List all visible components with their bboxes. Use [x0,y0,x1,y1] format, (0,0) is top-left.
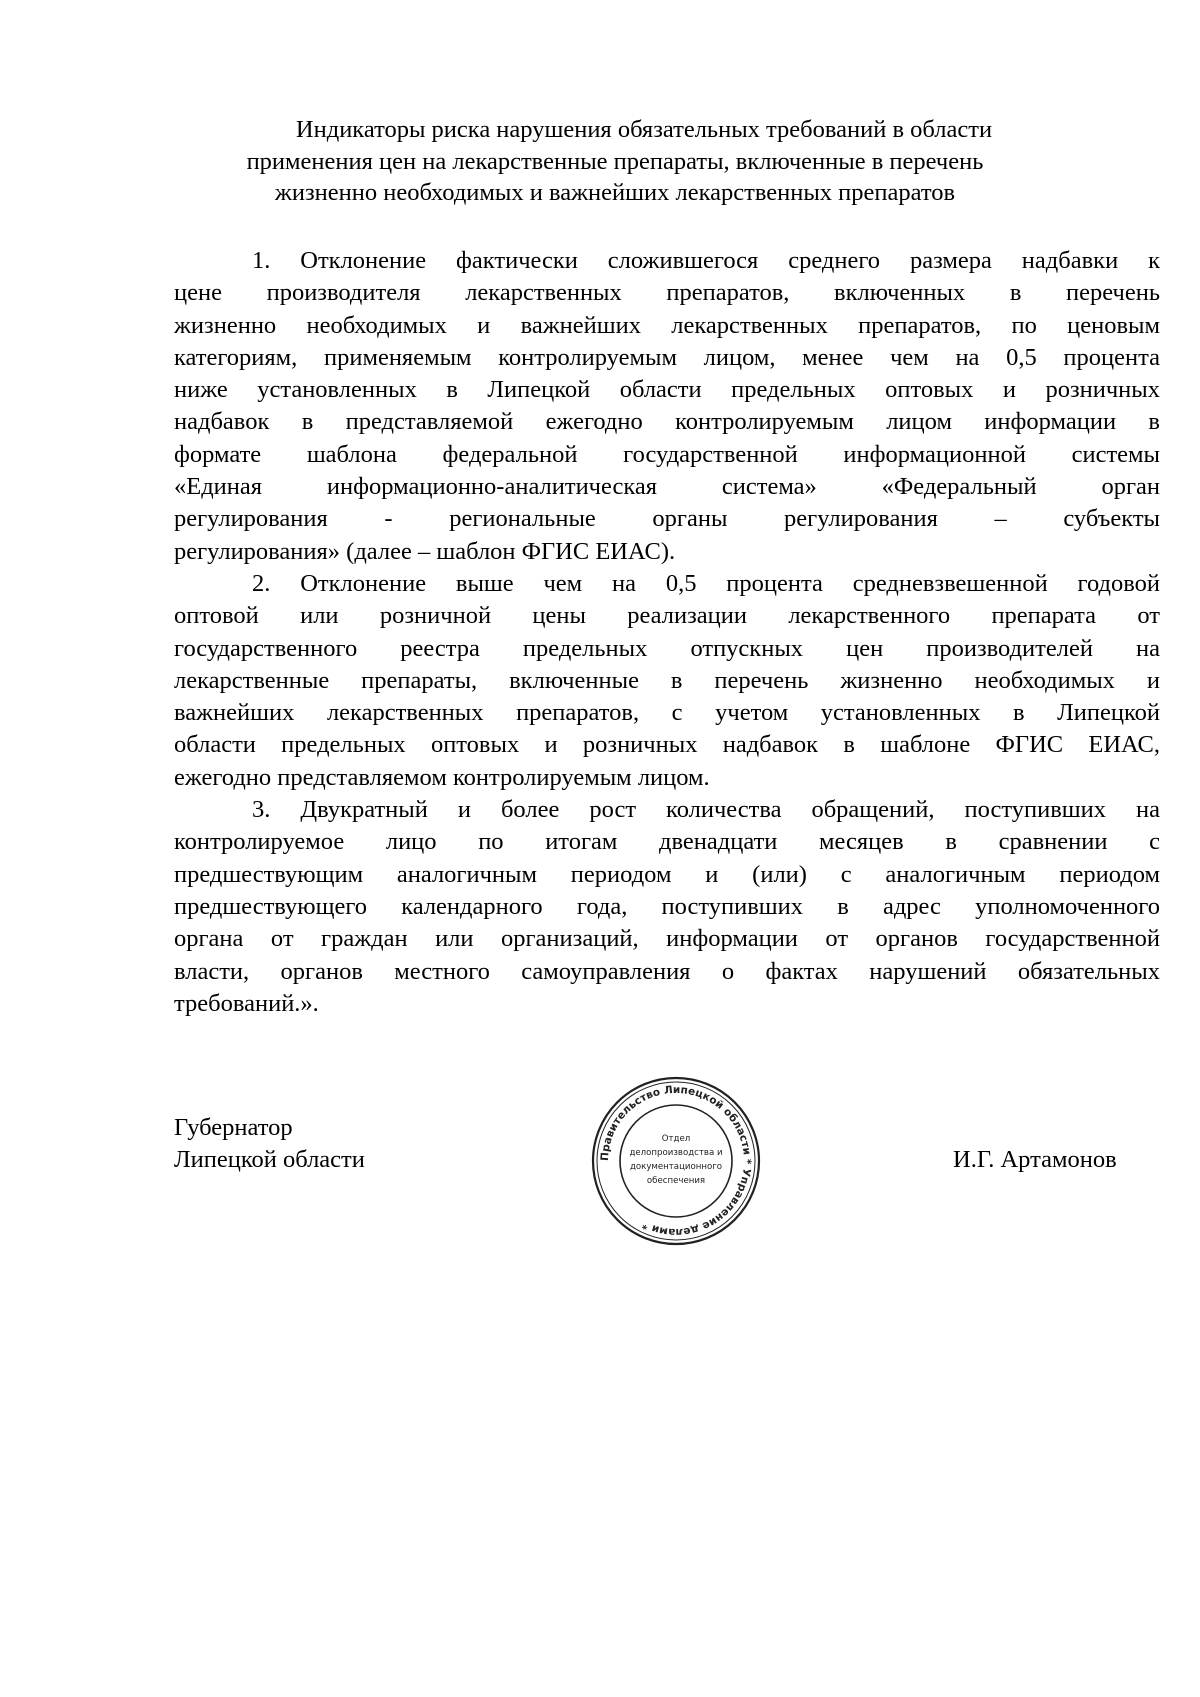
document-title [200,114,1030,209]
signature-block [174,1112,365,1176]
paragraph-line: ежегодно представляемом контролируемым лицом. [174,763,710,791]
paragraph-line: 1. Отклонение фактически сложившегося среднего размера надбавки к [252,247,1160,274]
paragraph-line: цене производителя лекарственных препаратов, включенных в перечень [174,279,1160,307]
paragraph-line: органа от граждан или организаций, информации от органов государственной [174,925,1160,953]
paragraph-line: контролируемое лицо по итогам двенадцати месяцев в сравнении с [174,828,1160,856]
paragraph-line: регулирования - региональные органы регулирования – субъекты [174,505,1160,533]
stamp-inner-line-1: Отдел [661,1134,691,1144]
stamp-inner-line-3: документационного [629,1162,723,1172]
paragraph-line: ниже установленных в Липецкой области предельных оптовых и розничных [174,376,1160,404]
paragraph-3 [174,794,1160,1020]
paragraph-line: требований.». [174,989,319,1017]
paragraph-line: государственного реестра предельных отпускных цен производителей на [174,634,1160,662]
signatory-name: И.Г. Артамонов [953,1146,1117,1173]
official-stamp [590,1075,762,1247]
paragraph-line: предшествующим аналогичным периодом и (или) с аналогичным периодом [174,860,1160,888]
signatory-position-line-1: Губернатор [174,1114,293,1141]
stamp-inner-line-4: обеспечения [646,1176,706,1186]
paragraph-line: регулирования» (далее – шаблон ФГИС ЕИАС). [174,537,676,565]
paragraph-line: формате шаблона федеральной государственной информационной системы [174,440,1160,468]
paragraph-line: оптовой или розничной цены реализации лекарственного препарата от [174,602,1160,630]
paragraph-line: 3. Двукратный и более рост количества обращений, поступивших на [252,796,1160,824]
paragraph-line: категориям, применяемым контролируемым лицом, менее чем на 0,5 процента [174,343,1160,371]
stamp-outer-text: Правительство Липецкой области * Управление делами * [598,1083,754,1239]
paragraph-line: власти, органов местного самоуправления о фактах нарушений обязательных [174,957,1160,985]
paragraph-1 [174,245,1160,568]
title-line-1: Индикаторы риска нарушения обязательных требований в области [295,116,993,143]
title-line-3: жизненно необходимых и важнейших лекарственных препаратов [274,179,956,206]
paragraph-line: предшествующего календарного года, поступивших в адрес уполномоченного [174,892,1160,920]
paragraph-line: 2. Отклонение выше чем на 0,5 процента средневзвешенной годовой [252,569,1160,597]
document-body [174,245,1160,1020]
paragraph-line: области предельных оптовых и розничных надбавок в шаблоне ФГИС ЕИАС, [174,731,1160,759]
signatory-position-line-2: Липецкой области [174,1146,365,1173]
stamp-inner-line-2: делопроизводства и [629,1148,723,1158]
title-line-2: применения цен на лекарственные препараты, включенные в перечень [246,147,984,175]
paragraph-line: важнейших лекарственных препаратов, с учетом установленных в Липецкой [174,699,1160,727]
paragraph-line: надбавок в представляемой ежегодно контролируемым лицом информации в [174,408,1160,436]
paragraph-line: «Единая информационно-аналитическая система» «Федеральный орган [174,473,1160,501]
paragraph-2 [174,568,1160,794]
paragraph-line: жизненно необходимых и важнейших лекарственных препаратов, по ценовым [174,311,1160,339]
paragraph-line: лекарственные препараты, включенные в перечень жизненно необходимых и [174,666,1160,694]
